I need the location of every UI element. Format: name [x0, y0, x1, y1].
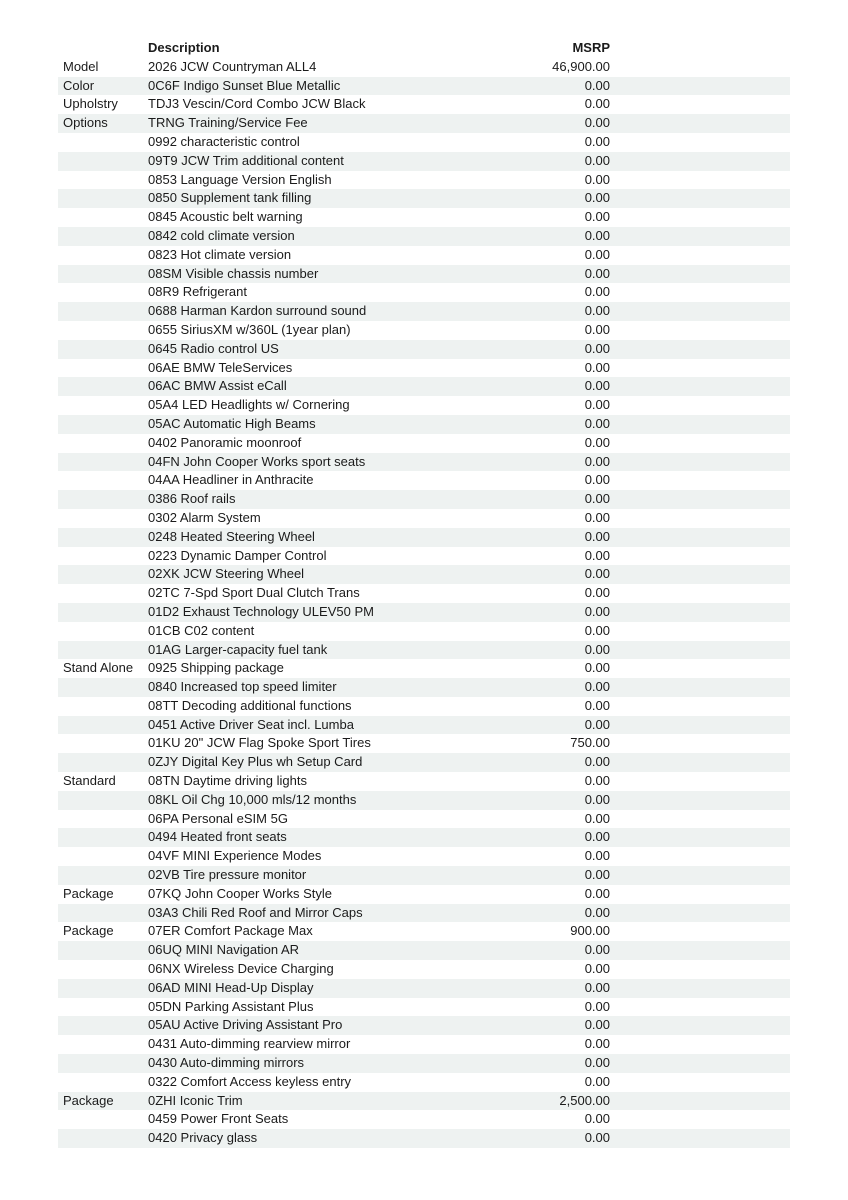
row-msrp: 0.00	[584, 660, 610, 676]
row-msrp: 0.00	[584, 867, 610, 883]
table-row	[58, 547, 790, 566]
table-row	[58, 584, 790, 603]
row-msrp: 0.00	[584, 528, 610, 544]
row-msrp: 0.00	[584, 397, 610, 413]
table-row	[58, 678, 790, 697]
table-row	[58, 866, 790, 885]
table-row	[58, 922, 790, 941]
row-description: 0840 Increased top speed limiter	[148, 679, 337, 695]
table-row	[58, 641, 790, 660]
row-description: 0431 Auto-dimming rearview mirror	[148, 1036, 351, 1052]
row-description: 0688 Harman Kardon surround sound	[148, 303, 367, 319]
row-description: TRNG Training/Service Fee	[148, 115, 308, 131]
row-msrp: 0.00	[584, 829, 610, 845]
row-msrp: 0.00	[584, 415, 610, 431]
row-description: 0645 Radio control US	[148, 340, 279, 356]
row-msrp: 0.00	[584, 679, 610, 695]
row-msrp: 0.00	[584, 885, 610, 901]
row-msrp: 0.00	[584, 961, 610, 977]
row-description: 05A4 LED Headlights w/ Cornering	[148, 397, 350, 413]
row-msrp: 0.00	[584, 152, 610, 168]
row-msrp: 0.00	[584, 303, 610, 319]
table-row	[58, 828, 790, 847]
table-row	[58, 998, 790, 1017]
row-description: 06AD MINI Head-Up Display	[148, 979, 314, 995]
row-category: Package	[63, 885, 114, 901]
row-msrp: 0.00	[584, 133, 610, 149]
table-row	[58, 490, 790, 509]
table-row	[58, 302, 790, 321]
row-msrp: 0.00	[584, 810, 610, 826]
table-row	[58, 77, 790, 96]
row-description: 08KL Oil Chg 10,000 mls/12 months	[148, 791, 357, 807]
row-msrp: 0.00	[584, 848, 610, 864]
table-row	[58, 265, 790, 284]
table-row	[58, 565, 790, 584]
table-row	[58, 283, 790, 302]
table-row	[58, 434, 790, 453]
row-category: Package	[63, 1092, 114, 1108]
row-msrp: 0.00	[584, 1017, 610, 1033]
row-description: 07KQ John Cooper Works Style	[148, 885, 333, 901]
row-description: 04AA Headliner in Anthracite	[148, 472, 314, 488]
table-row	[58, 941, 790, 960]
table-row	[58, 847, 790, 866]
vehicle-options-table	[58, 39, 790, 1148]
row-description: 0925 Shipping package	[148, 660, 284, 676]
table-row	[58, 772, 790, 791]
row-msrp: 900.00	[570, 923, 610, 939]
row-description: 0850 Supplement tank filling	[148, 190, 312, 206]
row-description: 06PA Personal eSIM 5G	[148, 810, 288, 826]
row-msrp: 0.00	[584, 904, 610, 920]
row-msrp: 0.00	[584, 998, 610, 1014]
row-description: 06AC BMW Assist eCall	[148, 378, 287, 394]
table-row	[58, 810, 790, 829]
row-description: 02VB Tire pressure monitor	[148, 867, 307, 883]
row-description: 05DN Parking Assistant Plus	[148, 998, 314, 1014]
row-description: 0459 Power Front Seats	[148, 1111, 289, 1127]
header-msrp: MSRP	[572, 40, 610, 55]
row-description: 0823 Hot climate version	[148, 246, 292, 262]
row-description: 0248 Heated Steering Wheel	[148, 528, 315, 544]
row-msrp: 0.00	[584, 622, 610, 638]
table-row	[58, 152, 790, 171]
table-row	[58, 114, 790, 133]
row-msrp: 0.00	[584, 246, 610, 262]
row-description: 01KU 20" JCW Flag Spoke Sport Tires	[148, 735, 371, 751]
row-description: 02XK JCW Steering Wheel	[148, 566, 305, 582]
header-description: Description	[148, 40, 220, 55]
table-row	[58, 189, 790, 208]
row-description: 0842 cold climate version	[148, 227, 295, 243]
row-description: 0C6F Indigo Sunset Blue Metallic	[148, 77, 341, 93]
row-description: 0451 Active Driver Seat incl. Lumba	[148, 716, 354, 732]
row-description: 06NX Wireless Device Charging	[148, 961, 334, 977]
row-msrp: 0.00	[584, 716, 610, 732]
table-row	[58, 659, 790, 678]
table-row	[58, 509, 790, 528]
table-row	[58, 471, 790, 490]
row-msrp: 0.00	[584, 190, 610, 206]
row-description: 0853 Language Version English	[148, 171, 332, 187]
table-row	[58, 1054, 790, 1073]
row-msrp: 0.00	[584, 453, 610, 469]
row-description: 07ER Comfort Package Max	[148, 923, 313, 939]
table-row	[58, 885, 790, 904]
row-msrp: 0.00	[584, 641, 610, 657]
row-msrp: 2,500.00	[559, 1092, 610, 1108]
row-msrp: 0.00	[584, 603, 610, 619]
table-row	[58, 415, 790, 434]
row-msrp: 0.00	[584, 1055, 610, 1071]
row-description: 05AC Automatic High Beams	[148, 415, 316, 431]
row-msrp: 0.00	[584, 1036, 610, 1052]
row-msrp: 0.00	[584, 566, 610, 582]
row-category: Package	[63, 923, 114, 939]
table-row	[58, 1035, 790, 1054]
row-description: 08SM Visible chassis number	[148, 265, 319, 281]
row-description: 01D2 Exhaust Technology ULEV50 PM	[148, 603, 374, 619]
row-description: 08TT Decoding additional functions	[148, 697, 352, 713]
row-description: 01AG Larger-capacity fuel tank	[148, 641, 328, 657]
row-description: 0992 characteristic control	[148, 133, 300, 149]
table-row	[58, 453, 790, 472]
row-msrp: 0.00	[584, 171, 610, 187]
table-header-row	[58, 39, 790, 58]
row-msrp: 0.00	[584, 547, 610, 563]
row-description: 08TN Daytime driving lights	[148, 773, 307, 789]
row-category: Stand Alone	[63, 660, 134, 676]
row-msrp: 0.00	[584, 340, 610, 356]
table-row	[58, 208, 790, 227]
row-msrp: 46,900.00	[552, 58, 610, 74]
table-row	[58, 734, 790, 753]
row-description: 0223 Dynamic Damper Control	[148, 547, 327, 563]
row-msrp: 0.00	[584, 434, 610, 450]
row-msrp: 750.00	[570, 735, 610, 751]
row-description: 2026 JCW Countryman ALL4	[148, 58, 317, 74]
row-category: Model	[63, 58, 99, 74]
row-description: 0845 Acoustic belt warning	[148, 209, 303, 225]
row-category: Standard	[63, 773, 116, 789]
table-row	[58, 1129, 790, 1148]
table-row	[58, 960, 790, 979]
row-description: 09T9 JCW Trim additional content	[148, 152, 344, 168]
table-row	[58, 396, 790, 415]
row-description: 05AU Active Driving Assistant Pro	[148, 1017, 343, 1033]
row-description: 08R9 Refrigerant	[148, 284, 247, 300]
row-msrp: 0.00	[584, 284, 610, 300]
row-msrp: 0.00	[584, 697, 610, 713]
table-row	[58, 753, 790, 772]
row-category: Color	[63, 77, 95, 93]
row-msrp: 0.00	[584, 209, 610, 225]
table-row	[58, 359, 790, 378]
row-description: 04VF MINI Experience Modes	[148, 848, 322, 864]
table-row	[58, 622, 790, 641]
row-msrp: 0.00	[584, 979, 610, 995]
row-msrp: 0.00	[584, 1130, 610, 1146]
row-msrp: 0.00	[584, 472, 610, 488]
table-row	[58, 791, 790, 810]
row-msrp: 0.00	[584, 378, 610, 394]
row-msrp: 0.00	[584, 754, 610, 770]
row-description: 0386 Roof rails	[148, 491, 236, 507]
row-description: 0494 Heated front seats	[148, 829, 287, 845]
table-row	[58, 1016, 790, 1035]
row-description: 01CB C02 content	[148, 622, 255, 638]
row-description: 0420 Privacy glass	[148, 1130, 258, 1146]
row-description: 06UQ MINI Navigation AR	[148, 942, 300, 958]
table-row	[58, 340, 790, 359]
row-description: 0ZJY Digital Key Plus wh Setup Card	[148, 754, 363, 770]
row-msrp: 0.00	[584, 359, 610, 375]
table-row	[58, 1092, 790, 1111]
row-description: 0ZHI Iconic Trim	[148, 1092, 243, 1108]
row-msrp: 0.00	[584, 265, 610, 281]
row-description: TDJ3 Vescin/Cord Combo JCW Black	[148, 96, 366, 112]
row-category: Options	[63, 115, 108, 131]
row-msrp: 0.00	[584, 773, 610, 789]
row-msrp: 0.00	[584, 791, 610, 807]
table-row	[58, 95, 790, 114]
table-row	[58, 1073, 790, 1092]
row-msrp: 0.00	[584, 1073, 610, 1089]
table-row	[58, 528, 790, 547]
row-description: 06AE BMW TeleServices	[148, 359, 293, 375]
row-msrp: 0.00	[584, 491, 610, 507]
row-msrp: 0.00	[584, 321, 610, 337]
row-description: 03A3 Chili Red Roof and Mirror Caps	[148, 904, 363, 920]
row-msrp: 0.00	[584, 227, 610, 243]
table-row	[58, 697, 790, 716]
row-msrp: 0.00	[584, 1111, 610, 1127]
table-row	[58, 58, 790, 77]
row-msrp: 0.00	[584, 942, 610, 958]
table-row	[58, 603, 790, 622]
table-row	[58, 133, 790, 152]
table-row	[58, 171, 790, 190]
table-row	[58, 377, 790, 396]
table-row	[58, 1110, 790, 1129]
row-msrp: 0.00	[584, 115, 610, 131]
table-row	[58, 904, 790, 923]
row-description: 0430 Auto-dimming mirrors	[148, 1055, 305, 1071]
table-row	[58, 716, 790, 735]
table-row	[58, 227, 790, 246]
table-row	[58, 979, 790, 998]
row-category: Upholstry	[63, 96, 118, 112]
table-rows	[58, 58, 790, 1148]
table-row	[58, 246, 790, 265]
row-description: 04FN John Cooper Works sport seats	[148, 453, 366, 469]
row-description: 0655 SiriusXM w/360L (1year plan)	[148, 321, 351, 337]
row-msrp: 0.00	[584, 585, 610, 601]
row-msrp: 0.00	[584, 77, 610, 93]
row-description: 02TC 7-Spd Sport Dual Clutch Trans	[148, 585, 360, 601]
row-description: 0302 Alarm System	[148, 509, 261, 525]
row-msrp: 0.00	[584, 96, 610, 112]
row-description: 0402 Panoramic moonroof	[148, 434, 302, 450]
table-row	[58, 321, 790, 340]
row-msrp: 0.00	[584, 509, 610, 525]
row-description: 0322 Comfort Access keyless entry	[148, 1073, 352, 1089]
